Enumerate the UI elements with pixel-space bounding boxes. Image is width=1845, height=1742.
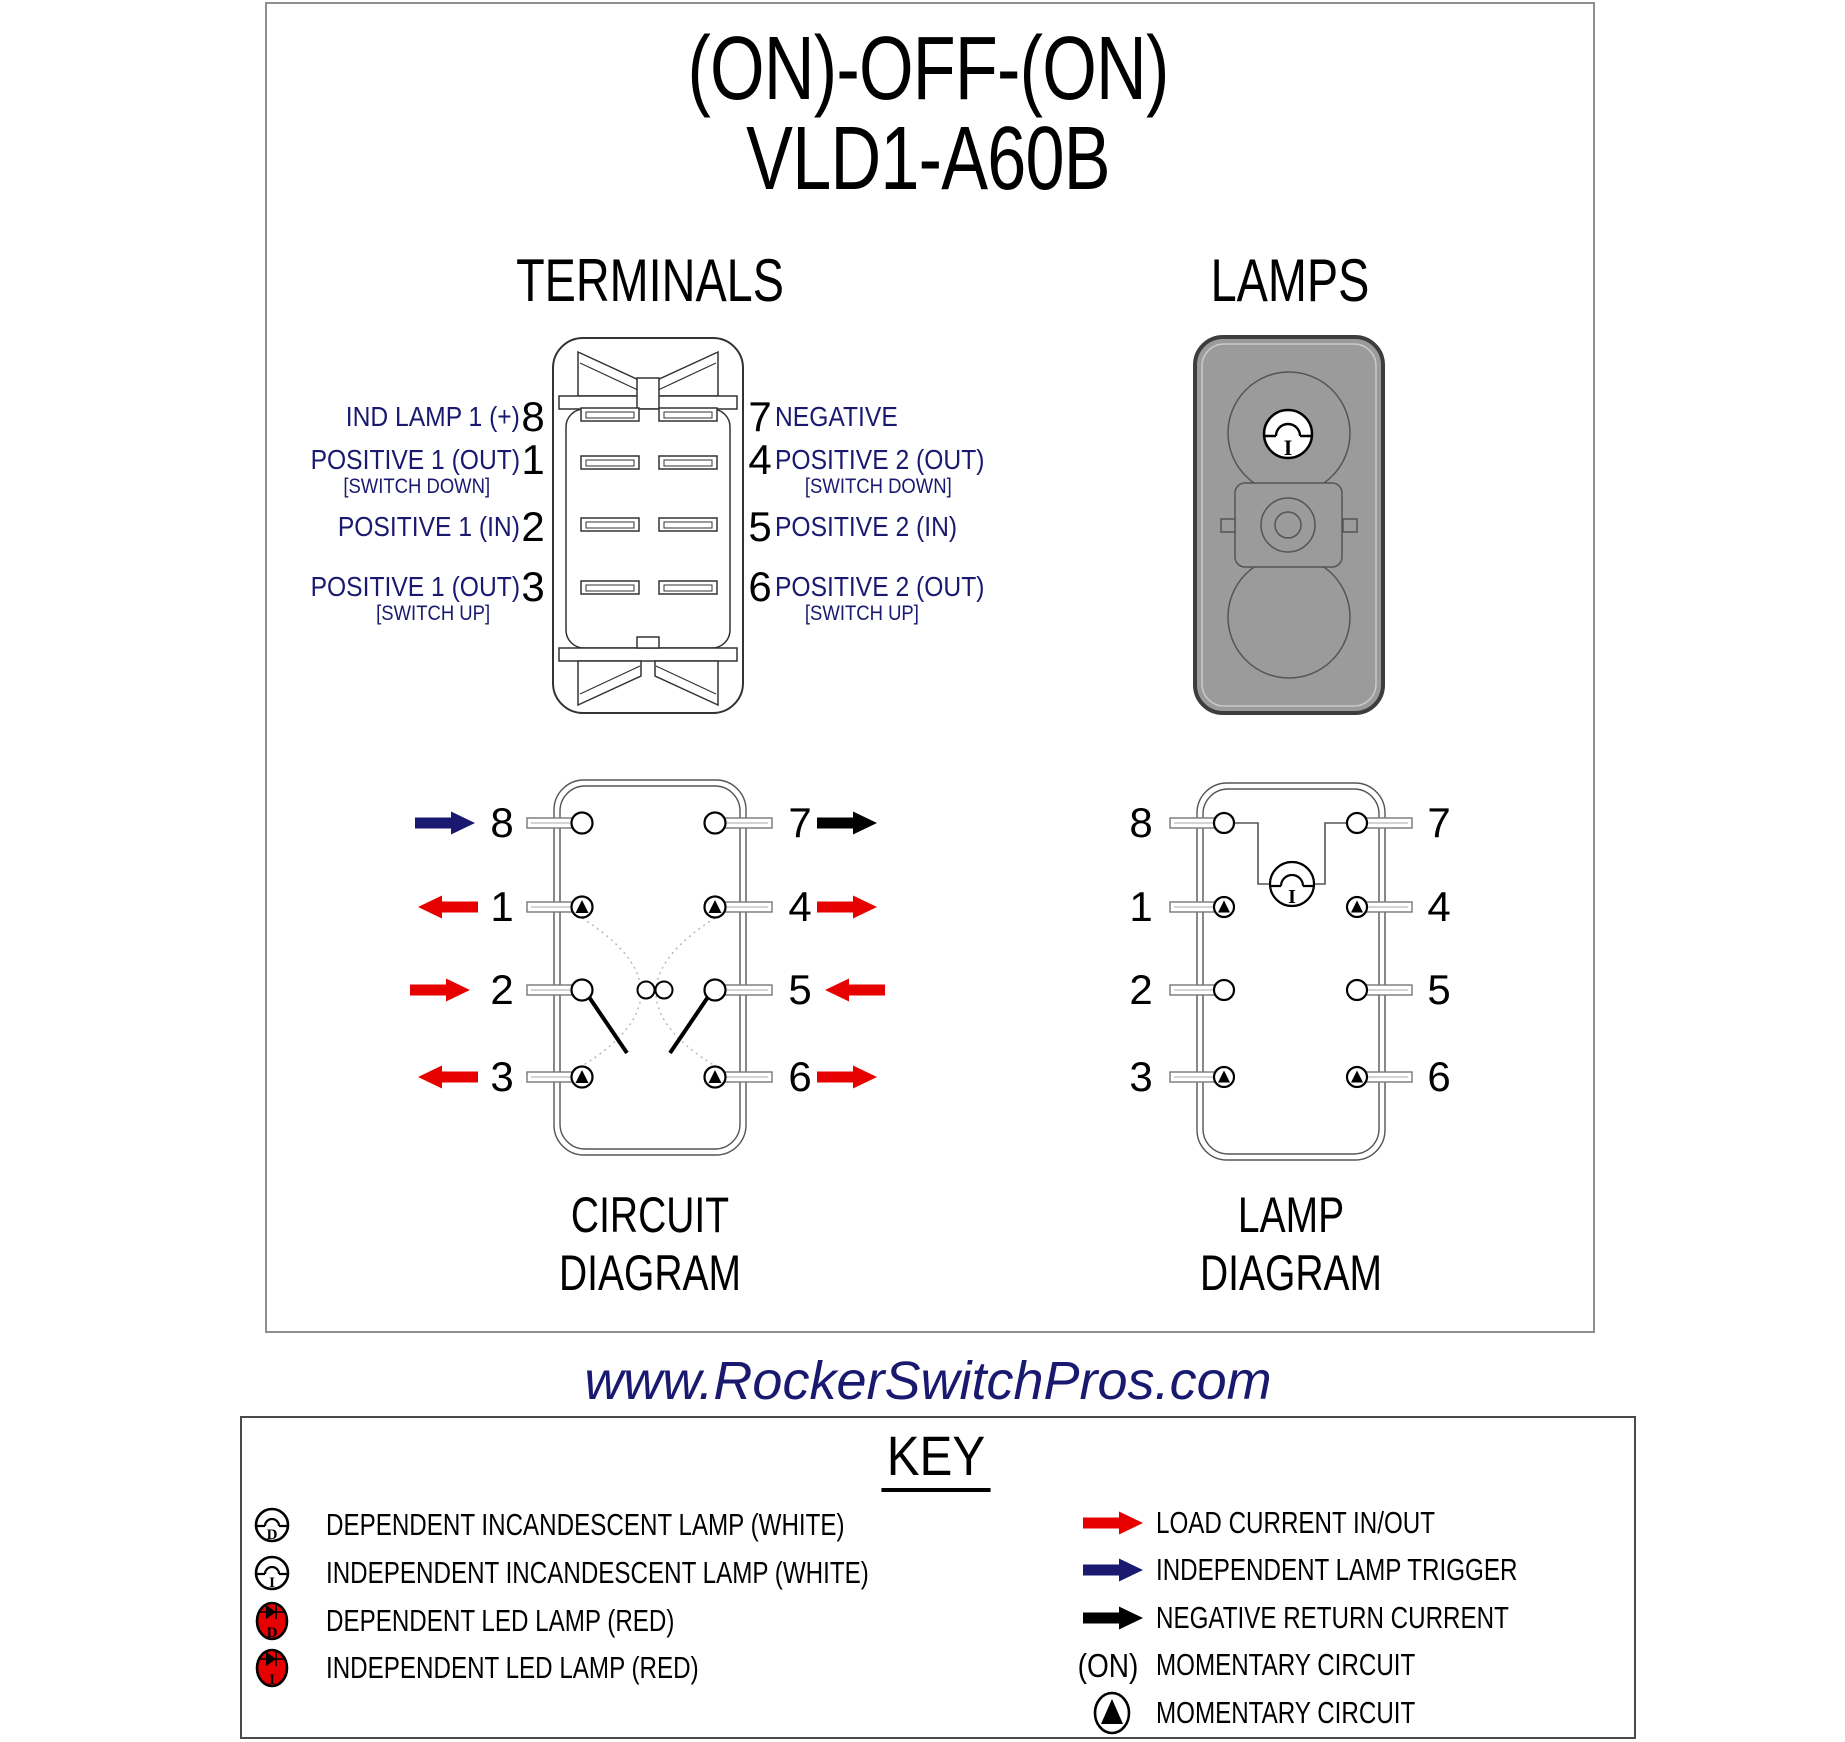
- terminal-number: 1: [521, 436, 545, 483]
- terminal-number: 6: [748, 563, 772, 610]
- terminal-label: NEGATIVE: [775, 401, 898, 432]
- dependent-led-lamp-icon: [257, 1603, 287, 1641]
- circuit-pin-number: 6: [788, 1053, 812, 1100]
- lamp-pin-number: 3: [1129, 1053, 1153, 1100]
- load-current-arrow-icon: [410, 979, 470, 1002]
- load-current-arrow-icon: [817, 896, 877, 919]
- lamp-pin-number: 2: [1129, 966, 1153, 1013]
- key-item-label: LOAD CURRENT IN/OUT: [1156, 1505, 1435, 1540]
- independent-incandescent-lamp-icon: [256, 1557, 288, 1591]
- key-item-label: DEPENDENT INCANDESCENT LAMP (WHITE): [326, 1507, 845, 1542]
- independent-led-lamp-icon: [257, 1650, 287, 1688]
- lamps-header: LAMPS: [1210, 247, 1370, 314]
- circuit-caption-line1: CIRCUIT: [570, 1187, 730, 1243]
- circuit-pin-number: 8: [490, 799, 514, 846]
- terminal-label: IND LAMP 1 (+): [345, 401, 520, 432]
- independent-lamp-trigger-arrow-icon: [415, 812, 475, 835]
- lamp-caption-line1: LAMP: [1237, 1187, 1345, 1243]
- lamp-caption-line2: DIAGRAM: [1199, 1245, 1383, 1301]
- key-item-label: MOMENTARY CIRCUIT: [1156, 1695, 1416, 1730]
- circuit-pin-number: 3: [490, 1053, 514, 1100]
- key-item-label: MOMENTARY CIRCUIT: [1156, 1647, 1416, 1682]
- lamp-letter: I: [1283, 435, 1293, 460]
- website-url: www.RockerSwitchPros.com: [584, 1351, 1272, 1411]
- independent-incandescent-lamp-icon: [1264, 410, 1312, 460]
- pivot-contact: [638, 982, 655, 999]
- page-title-line1: (ON)-OFF-(ON): [687, 19, 1169, 119]
- load-current-arrow-icon: [817, 1066, 877, 1089]
- terminal-number: 7: [748, 393, 772, 440]
- circuit-pin-number: 5: [788, 966, 812, 1013]
- circuit-pin-number: 4: [788, 883, 812, 930]
- page-title-line2: VLD1-A60B: [746, 109, 1110, 209]
- load-current-arrow-icon: [418, 896, 478, 919]
- terminal-label: POSITIVE 1 (OUT) [SWITCH UP]: [310, 571, 520, 625]
- terminal-label: POSITIVE 1 (OUT) [SWITCH DOWN]: [310, 444, 520, 498]
- circuit-pin-number: 1: [490, 883, 514, 930]
- pivot-contact: [656, 982, 673, 999]
- terminals-switch-drawing: [553, 338, 743, 713]
- svg-text:I: I: [269, 1672, 275, 1688]
- svg-text:D: D: [266, 1527, 278, 1543]
- terminal-number: 2: [521, 503, 545, 550]
- circuit-pin-number: 7: [788, 799, 812, 846]
- lamp-pin-number: 6: [1427, 1053, 1451, 1100]
- independent-lamp-trigger-arrow-icon: [1083, 1559, 1143, 1582]
- lamp-pin-number: 7: [1427, 799, 1451, 846]
- lamp-pin-number: 8: [1129, 799, 1153, 846]
- circuit-caption-line2: DIAGRAM: [558, 1245, 742, 1301]
- terminal-label: POSITIVE 1 (IN): [337, 511, 520, 542]
- negative-return-arrow-icon: [1083, 1607, 1143, 1630]
- lamp-pin-number: 5: [1427, 966, 1451, 1013]
- key-item-label: DEPENDENT LED LAMP (RED): [326, 1603, 675, 1638]
- load-current-arrow-icon: [825, 979, 885, 1002]
- momentary-on-label: (ON): [1077, 1647, 1139, 1684]
- key-item-label: INDEPENDENT LED LAMP (RED): [326, 1650, 699, 1685]
- momentary-triangle-icon: [1095, 1693, 1129, 1733]
- svg-text:I: I: [269, 1575, 275, 1591]
- svg-text:D: D: [266, 1625, 278, 1641]
- lamp-letter: I: [1288, 886, 1296, 908]
- terminal-label: POSITIVE 2 (OUT) [SWITCH DOWN]: [775, 444, 985, 498]
- lamp-pin-number: 4: [1427, 883, 1451, 930]
- negative-return-arrow-icon: [817, 812, 877, 835]
- load-current-arrow-icon: [418, 1066, 478, 1089]
- key-item-label: NEGATIVE RETURN CURRENT: [1156, 1600, 1509, 1635]
- key-title: KEY: [324, 1426, 1549, 1492]
- terminal-number: 5: [748, 503, 772, 550]
- terminal-number: 8: [521, 393, 545, 440]
- terminal-label: POSITIVE 2 (IN): [775, 511, 958, 542]
- lamp-diagram-drawing: [1170, 783, 1412, 1160]
- terminal-number: 3: [521, 563, 545, 610]
- key-item-label: INDEPENDENT LAMP TRIGGER: [1156, 1552, 1518, 1587]
- independent-incandescent-lamp-icon: [1270, 862, 1314, 908]
- dependent-incandescent-lamp-icon: [256, 1509, 288, 1543]
- circuit-pin-number: 2: [490, 966, 514, 1013]
- lamps-switch-drawing: [1195, 337, 1383, 713]
- terminal-number: 4: [748, 436, 772, 483]
- terminal-label: POSITIVE 2 (OUT) [SWITCH UP]: [775, 571, 985, 625]
- key-item-label: INDEPENDENT INCANDESCENT LAMP (WHITE): [326, 1555, 869, 1590]
- load-current-arrow-icon: [1083, 1512, 1143, 1535]
- lamp-pin-number: 1: [1129, 883, 1153, 930]
- terminals-header: TERMINALS: [516, 247, 784, 314]
